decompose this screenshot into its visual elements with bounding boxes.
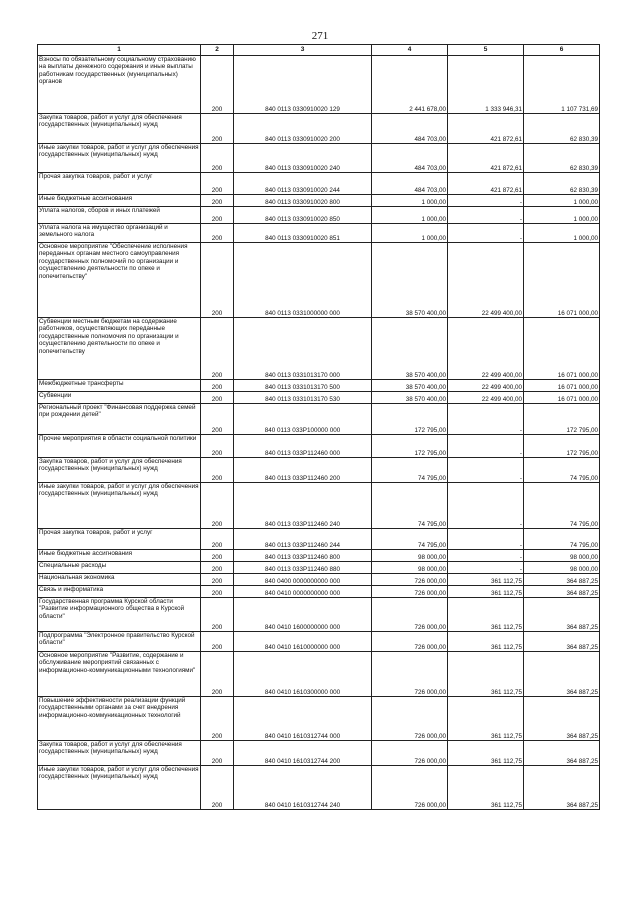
row-code: 200 <box>201 529 234 550</box>
row-code: 200 <box>201 574 234 586</box>
table-row <box>38 318 600 380</box>
row-approved: 74 795,00 <box>372 529 448 550</box>
row-code: 200 <box>201 741 234 766</box>
row-unexecuted: 74 795,00 <box>524 458 600 483</box>
row-executed: - <box>448 207 524 224</box>
row-code: 200 <box>201 144 234 173</box>
row-classifier: 840 0410 1610300000 000 <box>234 652 372 697</box>
row-classifier: 840 0400 0000000000 000 <box>234 574 372 586</box>
row-unexecuted: 364 887,25 <box>524 766 600 810</box>
row-unexecuted: 364 887,25 <box>524 632 600 652</box>
row-unexecuted: 364 887,25 <box>524 697 600 741</box>
row-name <box>38 574 201 586</box>
table-row <box>38 195 600 207</box>
row-classifier: 840 0113 033P112460 000 <box>234 435 372 458</box>
table-row <box>38 173 600 195</box>
row-classifier: 840 0410 1610000000 000 <box>234 632 372 652</box>
row-executed: 361 112,75 <box>448 741 524 766</box>
row-name-text: Субвенции <box>39 392 72 399</box>
row-classifier: 840 0113 033P112460 880 <box>234 562 372 574</box>
table-row <box>38 458 600 483</box>
row-executed: 22 499 400,00 <box>448 318 524 380</box>
row-name <box>38 195 201 207</box>
row-approved: 38 570 400,00 <box>372 392 448 404</box>
row-name-text: Повышение эффективности реализации функций государственными органами за счет внедрения информационно-коммуникационных технологий <box>39 697 186 719</box>
row-code: 200 <box>201 652 234 697</box>
row-name-text: Связь и информатика <box>39 586 104 593</box>
row-unexecuted: 16 071 000,00 <box>524 380 600 392</box>
row-unexecuted: 98 000,00 <box>524 550 600 562</box>
row-classifier: 840 0113 0330910020 129 <box>234 56 372 114</box>
row-code: 200 <box>201 114 234 144</box>
table-row <box>38 483 600 529</box>
row-approved: 726 000,00 <box>372 574 448 586</box>
row-name-text: Региональный проект "Финансовая поддержка семей при рождении детей" <box>39 404 196 419</box>
row-executed: 421 872,61 <box>448 114 524 144</box>
row-executed: 22 499 400,00 <box>448 243 524 318</box>
row-approved: 172 795,00 <box>372 435 448 458</box>
row-name-text: Основное мероприятие "Обеспечение исполнения переданных органам местного самоуправления государственных полномочий по организации и осуществлению деятельности по опеке и попечительству" <box>39 243 188 280</box>
table-row <box>38 632 600 652</box>
row-executed: 421 872,61 <box>448 144 524 173</box>
row-code: 200 <box>201 598 234 632</box>
row-name <box>38 697 201 741</box>
row-unexecuted: 62 830,39 <box>524 144 600 173</box>
row-code: 200 <box>201 766 234 810</box>
table-row <box>38 224 600 243</box>
row-classifier: 840 0410 1610312744 000 <box>234 697 372 741</box>
row-classifier: 840 0410 1600000000 000 <box>234 598 372 632</box>
row-classifier: 840 0113 0330910020 200 <box>234 114 372 144</box>
row-name <box>38 435 201 458</box>
row-name-text: Государственная программа Курской области "Развитие информационного общества в Курской области" <box>39 598 185 620</box>
row-classifier: 840 0113 0331013170 530 <box>234 392 372 404</box>
row-unexecuted: 364 887,25 <box>524 652 600 697</box>
row-executed: - <box>448 562 524 574</box>
budget-table <box>37 44 600 810</box>
row-unexecuted: 172 795,00 <box>524 404 600 435</box>
row-code: 200 <box>201 550 234 562</box>
row-unexecuted: 364 887,25 <box>524 574 600 586</box>
row-name <box>38 632 201 652</box>
budget-table-body <box>38 45 600 810</box>
row-unexecuted: 74 795,00 <box>524 483 600 529</box>
row-code: 200 <box>201 392 234 404</box>
row-unexecuted: 62 830,39 <box>524 114 600 144</box>
row-approved: 726 000,00 <box>372 741 448 766</box>
row-name-text: Прочие мероприятия в области социальной политики <box>39 435 197 442</box>
row-code: 200 <box>201 318 234 380</box>
row-name <box>38 404 201 435</box>
row-name-text: Закупка товаров, работ и услуг для обеспечения государственных (муниципальных) нужд <box>39 741 182 756</box>
row-code: 200 <box>201 435 234 458</box>
row-executed: - <box>448 404 524 435</box>
row-classifier: 840 0113 033P112460 244 <box>234 529 372 550</box>
row-code: 200 <box>201 632 234 652</box>
row-code: 200 <box>201 458 234 483</box>
row-approved: 484 703,00 <box>372 173 448 195</box>
row-name <box>38 529 201 550</box>
row-approved: 2 441 678,00 <box>372 56 448 114</box>
row-name-text: Иные закупки товаров, работ и услуг для обеспечения государственных (муниципальных) нужд <box>39 144 199 159</box>
row-name <box>38 243 201 318</box>
header-row <box>38 45 600 56</box>
row-classifier: 840 0113 0331013170 000 <box>234 318 372 380</box>
row-executed: 22 499 400,00 <box>448 380 524 392</box>
header-cell-1: 1 <box>38 45 201 56</box>
header-cell-2: 2 <box>201 45 234 56</box>
row-unexecuted: 1 000,00 <box>524 195 600 207</box>
table-row <box>38 574 600 586</box>
row-classifier: 840 0113 0330910020 850 <box>234 207 372 224</box>
row-executed: 361 112,75 <box>448 766 524 810</box>
row-approved: 38 570 400,00 <box>372 318 448 380</box>
row-unexecuted: 98 000,00 <box>524 562 600 574</box>
table-row <box>38 114 600 144</box>
row-unexecuted: 74 795,00 <box>524 529 600 550</box>
row-classifier: 840 0113 033P112460 800 <box>234 550 372 562</box>
table-row <box>38 207 600 224</box>
row-name <box>38 207 201 224</box>
row-name <box>38 586 201 598</box>
row-unexecuted: 16 071 000,00 <box>524 243 600 318</box>
row-code: 200 <box>201 586 234 598</box>
row-executed: 421 872,61 <box>448 173 524 195</box>
row-approved: 74 795,00 <box>372 458 448 483</box>
table-row <box>38 529 600 550</box>
table-row <box>38 550 600 562</box>
table-row <box>38 598 600 632</box>
table-row <box>38 435 600 458</box>
row-name-text: Подпрограмма "Электронное правительство Курской области" <box>39 632 195 647</box>
row-executed: 22 499 400,00 <box>448 392 524 404</box>
row-classifier: 840 0113 033P112460 240 <box>234 483 372 529</box>
row-name <box>38 562 201 574</box>
row-name-text: Субвенции местным бюджетам на содержание работников, осуществляющих переданные государственные полномочия по организации и осуществлению деятельности по опеке и попечительству <box>39 318 179 355</box>
row-executed: 1 333 946,31 <box>448 56 524 114</box>
table-row <box>38 243 600 318</box>
row-name <box>38 550 201 562</box>
row-code: 200 <box>201 380 234 392</box>
row-name-text: Уплата налога на имущество организаций и земельного налога <box>39 224 168 239</box>
row-name-text: Закупка товаров, работ и услуг для обеспечения государственных (муниципальных) нужд <box>39 114 182 129</box>
row-unexecuted: 364 887,25 <box>524 741 600 766</box>
row-name-text: Основное мероприятие "Развитие, содержание и обслуживание мероприятий связанных с информационно-коммуникационными технологиями" <box>39 652 196 674</box>
row-approved: 484 703,00 <box>372 144 448 173</box>
row-name-text: Иные закупки товаров, работ и услуг для обеспечения государственных (муниципальных) нужд <box>39 766 199 781</box>
table-row <box>38 380 600 392</box>
row-name <box>38 598 201 632</box>
row-name <box>38 458 201 483</box>
row-name-text: Иные бюджетные ассигнования <box>39 195 133 202</box>
row-unexecuted: 62 830,39 <box>524 173 600 195</box>
header-cell-6: 6 <box>524 45 600 56</box>
row-unexecuted: 172 795,00 <box>524 435 600 458</box>
table-row <box>38 766 600 810</box>
row-classifier: 840 0113 0330910020 851 <box>234 224 372 243</box>
row-code: 200 <box>201 173 234 195</box>
table-row <box>38 56 600 114</box>
row-executed: - <box>448 483 524 529</box>
row-executed: - <box>448 550 524 562</box>
table-row <box>38 586 600 598</box>
row-unexecuted: 1 000,00 <box>524 207 600 224</box>
row-unexecuted: 16 071 000,00 <box>524 392 600 404</box>
row-name <box>38 56 201 114</box>
row-classifier: 840 0113 0330910020 800 <box>234 195 372 207</box>
row-approved: 1 000,00 <box>372 195 448 207</box>
row-executed: - <box>448 458 524 483</box>
row-name-text: Специальные расходы <box>39 562 107 569</box>
row-name-text: Взносы по обязательному социальному страхованию на выплаты денежного содержания и иные выплаты работникам государственных (муниципальных) органов <box>39 56 196 86</box>
row-executed: 361 112,75 <box>448 574 524 586</box>
row-name-text: Межбюджетные трансферты <box>39 380 124 387</box>
table-row <box>38 404 600 435</box>
row-name <box>38 741 201 766</box>
row-classifier: 840 0113 033P112460 200 <box>234 458 372 483</box>
row-classifier: 840 0113 033P100000 000 <box>234 404 372 435</box>
row-executed: - <box>448 435 524 458</box>
table-row <box>38 144 600 173</box>
row-executed: 361 112,75 <box>448 598 524 632</box>
row-executed: 361 112,75 <box>448 697 524 741</box>
row-code: 200 <box>201 224 234 243</box>
row-classifier: 840 0410 0000000000 000 <box>234 586 372 598</box>
row-name-text: Иные закупки товаров, работ и услуг для обеспечения государственных (муниципальных) нужд <box>39 483 199 498</box>
row-code: 200 <box>201 483 234 529</box>
row-name <box>38 652 201 697</box>
row-executed: - <box>448 195 524 207</box>
row-name <box>38 380 201 392</box>
row-executed: 361 112,75 <box>448 652 524 697</box>
row-name <box>38 483 201 529</box>
row-executed: 361 112,75 <box>448 632 524 652</box>
page-number: 271 <box>311 30 329 42</box>
row-approved: 38 570 400,00 <box>372 243 448 318</box>
row-code: 200 <box>201 207 234 224</box>
table-row <box>38 562 600 574</box>
table-row <box>38 741 600 766</box>
row-name-text: Уплата налогов, сборов и иных платежей <box>39 207 160 214</box>
row-approved: 98 000,00 <box>372 562 448 574</box>
row-approved: 98 000,00 <box>372 550 448 562</box>
row-unexecuted: 364 887,25 <box>524 598 600 632</box>
row-name <box>38 114 201 144</box>
row-code: 200 <box>201 195 234 207</box>
row-unexecuted: 1 000,00 <box>524 224 600 243</box>
row-approved: 172 795,00 <box>372 404 448 435</box>
row-code: 200 <box>201 56 234 114</box>
header-cell-4: 4 <box>372 45 448 56</box>
row-approved: 484 703,00 <box>372 114 448 144</box>
row-approved: 726 000,00 <box>372 586 448 598</box>
row-name <box>38 173 201 195</box>
row-classifier: 840 0113 0330910020 240 <box>234 144 372 173</box>
row-name <box>38 144 201 173</box>
row-code: 200 <box>201 404 234 435</box>
table-row <box>38 697 600 741</box>
row-approved: 726 000,00 <box>372 652 448 697</box>
row-approved: 74 795,00 <box>372 483 448 529</box>
table-row <box>38 392 600 404</box>
header-cell-5: 5 <box>448 45 524 56</box>
row-name-text: Национальная экономика <box>39 574 115 581</box>
row-approved: 726 000,00 <box>372 632 448 652</box>
row-name <box>38 318 201 380</box>
row-name <box>38 766 201 810</box>
row-executed: - <box>448 224 524 243</box>
row-executed: - <box>448 529 524 550</box>
row-name-text: Закупка товаров, работ и услуг для обеспечения государственных (муниципальных) нужд <box>39 458 182 473</box>
header-cell-3: 3 <box>234 45 372 56</box>
row-classifier: 840 0113 0331013170 500 <box>234 380 372 392</box>
row-executed: 361 112,75 <box>448 586 524 598</box>
row-approved: 726 000,00 <box>372 697 448 741</box>
row-classifier: 840 0410 1610312744 240 <box>234 766 372 810</box>
row-approved: 726 000,00 <box>372 598 448 632</box>
row-code: 200 <box>201 697 234 741</box>
row-name <box>38 224 201 243</box>
row-code: 200 <box>201 243 234 318</box>
row-classifier: 840 0113 0331000000 000 <box>234 243 372 318</box>
row-approved: 1 000,00 <box>372 224 448 243</box>
row-unexecuted: 16 071 000,00 <box>524 318 600 380</box>
row-code: 200 <box>201 562 234 574</box>
row-approved: 38 570 400,00 <box>372 380 448 392</box>
row-classifier: 840 0410 1610312744 200 <box>234 741 372 766</box>
row-approved: 726 000,00 <box>372 766 448 810</box>
row-name-text: Прочая закупка товаров, работ и услуг <box>39 173 153 180</box>
row-name <box>38 392 201 404</box>
row-unexecuted: 1 107 731,69 <box>524 56 600 114</box>
row-name-text: Иные бюджетные ассигнования <box>39 550 133 557</box>
row-unexecuted: 364 887,25 <box>524 586 600 598</box>
row-name-text: Прочая закупка товаров, работ и услуг <box>39 529 153 536</box>
row-classifier: 840 0113 0330910020 244 <box>234 173 372 195</box>
table-row <box>38 652 600 697</box>
row-approved: 1 000,00 <box>372 207 448 224</box>
